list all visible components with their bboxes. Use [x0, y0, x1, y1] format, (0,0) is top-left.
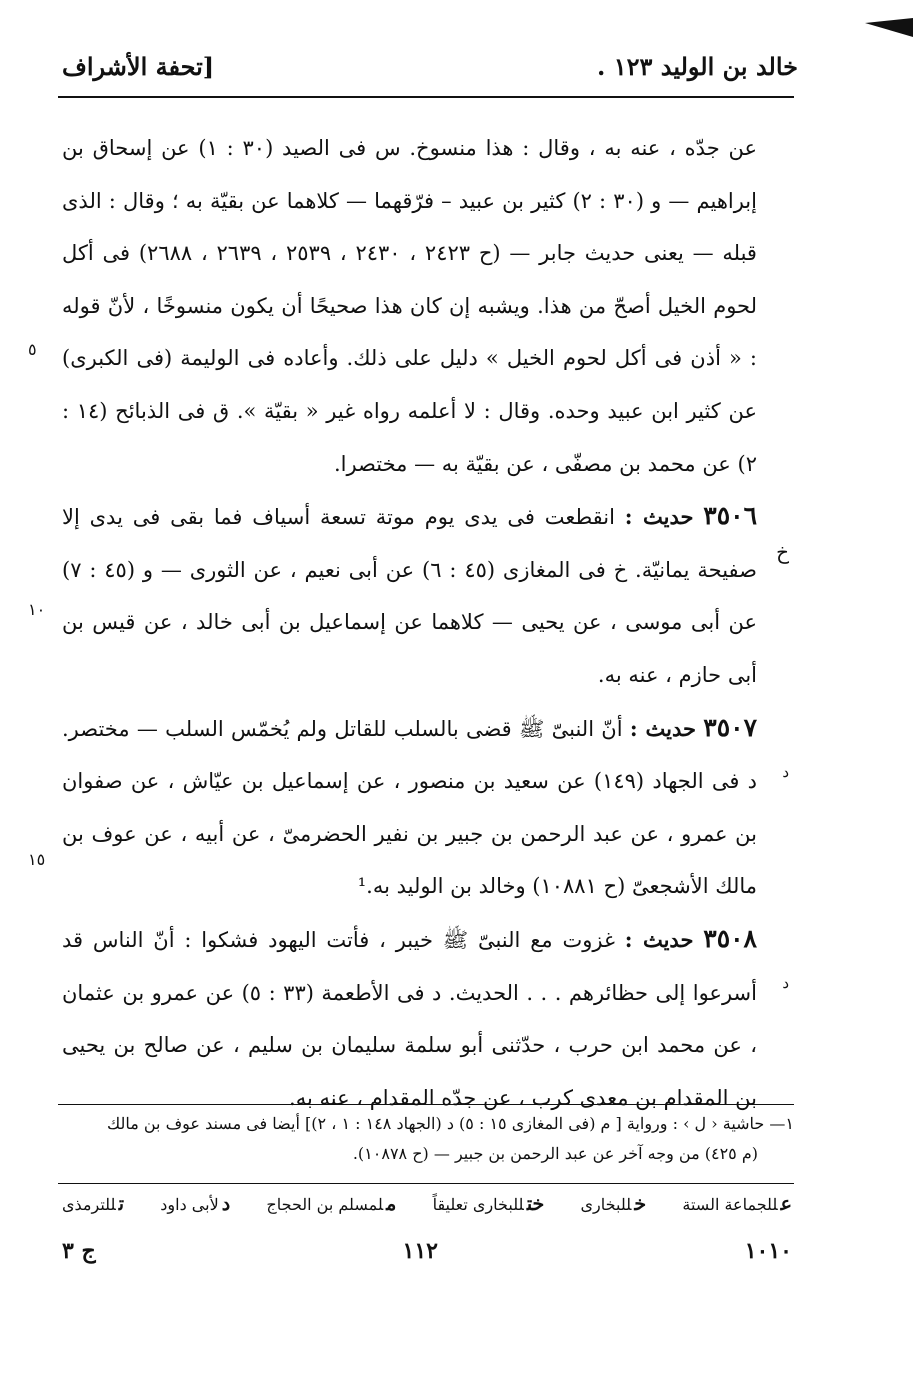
- legend-code: خت: [526, 1193, 545, 1215]
- hadith-text: أنّ النبىّ ﷺ قضى بالسلب للقاتل ولم يُخمّس السلب — مختصر. د فى الجهاد (١٤٩) عن سعيد بن منصور ، عن إسماعيل بن عيّاش ، عن صفوان بن عمرو ، عن عبد الرحمن بن جبير بن نفير الحضرمىّ ، عن أبيه ، عن عوف بن مالك الأشجعىّ (ح ١٠٨٨١) وخالد بن الوليد به.¹: [62, 716, 757, 899]
- legend-code: ت: [118, 1193, 125, 1215]
- legend-label: للجماعة الستة: [682, 1195, 778, 1214]
- hadith-number: ٣٥٠٨: [703, 923, 757, 953]
- hadith-entry: [62, 490, 789, 701]
- volume-label: ج ٣: [62, 1238, 96, 1264]
- legend-label: للبخارى: [580, 1195, 632, 1214]
- hadith-text: انقطعت فى يدى يوم موتة تسعة أسياف فما بقى فى يدى إلا صفيحة يمانيّة. خ فى المغازى (٤٥ : ٦) عن أبى نعيم ، عن الثورى — و (٤٥ : ٧) عن أبى موسى ، عن يحيى — كلاهما عن إسماعيل بن أبى خالد ، عن قيس بن أبى حازم ، عنه به.: [62, 505, 757, 687]
- hadith-label: حديث :: [629, 715, 696, 741]
- hadith-number: ٣٥٠٧: [703, 712, 757, 742]
- line-number-marker: ١٥: [28, 850, 46, 869]
- legend-item: [581, 1193, 647, 1215]
- continuation-paragraph: عن جدّه ، عنه به ، وقال : هذا منسوخ. س فى الصيد (٣٠ : ١) عن إسحاق بن إبراهيم — و (٣٠ : ٢) كثير بن عبيد – فرّقهما — كلاهما عن بقيّة به ؛ وقال : الذى قبله — يعنى حديث جابر — (ح ٢٤٢٣ ، ٢٤٣٠ ، ٢٥٣٩ ، ٢٦٣٩ ، ٢٦٨٨) فى أكل لحوم الخيل أصحّ من هذا. ويشبه إن كان هذا صحيحًا أن يكون منسوخًا ، لأنّ قوله : « أذن فى أكل لحوم الخيل » دليل على ذلك. وأعاده فى الوليمة (فى الكبرى) عن كثير ابن عبيد وحده. وقال : لا أعلمه رواه غير « بقيّة ». ق فى الذبائح (١٤ : ٢) عن محمد بن مصفّى ، عن بقيّة به — مختصرا.: [62, 136, 757, 476]
- legend-rule: [58, 1183, 794, 1184]
- header-rule: [58, 96, 794, 98]
- legend-code: م: [386, 1193, 397, 1215]
- legend-item: [433, 1193, 545, 1215]
- legend-item: [682, 1193, 792, 1215]
- page-corner-mark: [865, 18, 913, 37]
- footnote-line: ١— حاشية ‹ ل › : ورواية [ م (فى المغازى ١٥ : ٥) د (الجهاد ١٤٨ : ١ ، ٢)] أيضا فى مسند عوف بن مالك: [106, 1114, 794, 1133]
- page-number: ١١٢: [402, 1238, 438, 1264]
- legend-item: [62, 1193, 124, 1215]
- footnote-rule: [58, 1104, 794, 1105]
- legend-label: لمسلم بن الحجاج: [266, 1195, 384, 1214]
- hadith-siglum: خ: [776, 540, 789, 565]
- hadith-label: حديث :: [624, 504, 694, 530]
- legend-item: [266, 1193, 396, 1215]
- page-total: ١٠١٠: [744, 1238, 792, 1264]
- legend-label: للبخارى تعليقاً: [432, 1195, 524, 1214]
- legend-code: خ: [634, 1193, 647, 1215]
- footnote-line: (م ٤٢٥) من وجه آخر عن عبد الرحمن بن جبير — (ح ١٠٨٧٨).: [352, 1144, 758, 1163]
- footnotes: [62, 1109, 794, 1169]
- legend-code: ع: [780, 1193, 792, 1215]
- book-title: [تحفة الأشراف: [62, 52, 215, 81]
- hadith-entry: [62, 702, 789, 913]
- legend-label: للترمذى: [62, 1195, 116, 1214]
- legend-code: د: [221, 1193, 231, 1215]
- hadith-text: غزوت مع النبىّ ﷺ خيبر ، فأتت اليهود فشكوا : أنّ الناس قد أسرعوا إلى حظائرهم . . . الحديث. د فى الأطعمة (٣٣ : ٥) عن عمرو بن عثمان ، عن محمد ابن حرب ، حدّثنى أبو سلمة سليمان بن سليم ، عن صالح بن يحيى بن المقدام بن معدى كرب ، عن جدّه المقدام ، عنه به.: [62, 927, 757, 1110]
- hadith-siglum: د: [782, 762, 789, 781]
- running-title: خالد بن الوليد ١٢٣ .: [597, 52, 798, 81]
- siglum-legend: [62, 1193, 792, 1215]
- legend-label: لأبى داود: [160, 1195, 219, 1214]
- line-number-marker: ١٠: [28, 600, 46, 619]
- line-number-marker: ٥: [28, 340, 37, 359]
- hadith-number: ٣٥٠٦: [703, 501, 757, 531]
- legend-item: [160, 1193, 230, 1215]
- hadith-label: حديث :: [624, 926, 694, 952]
- hadith-siglum: د: [782, 973, 789, 992]
- page-footer: [62, 1238, 792, 1264]
